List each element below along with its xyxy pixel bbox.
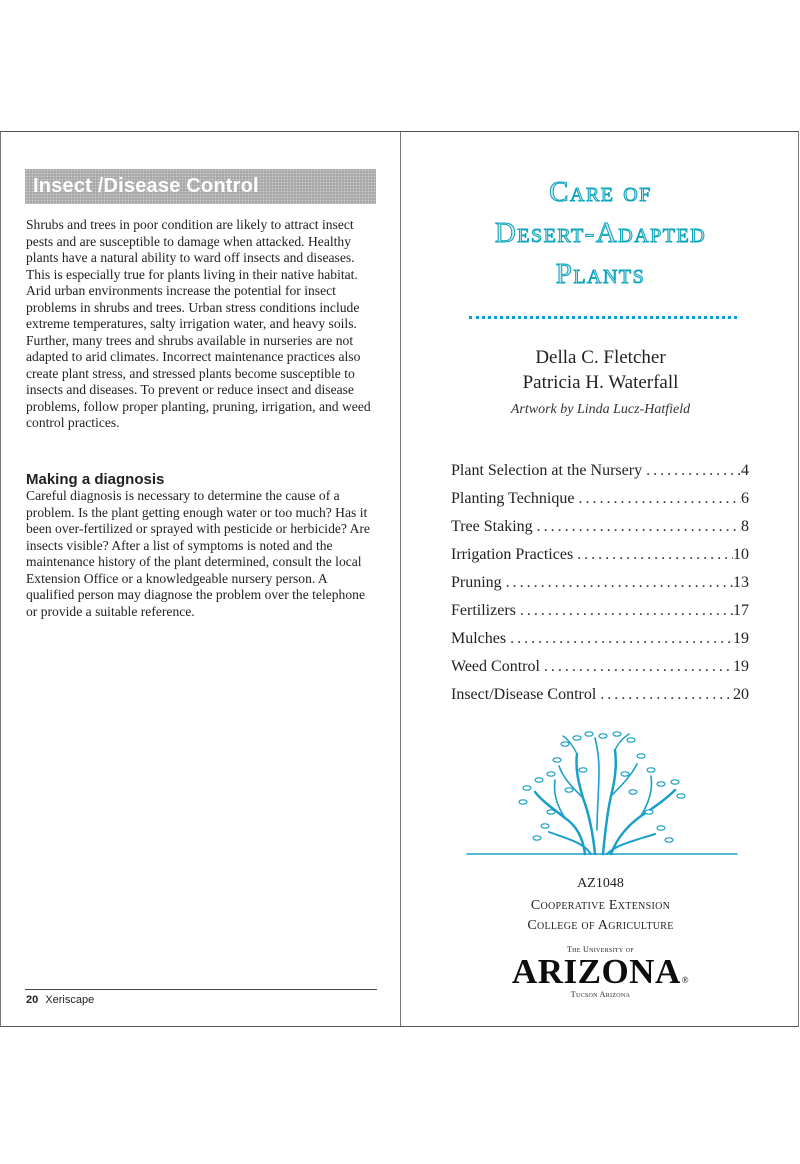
section-title: Insect /Disease Control [33, 175, 259, 197]
footer-text: Xeriscape [45, 994, 95, 1006]
right-page [401, 132, 800, 1026]
toc-page-number: 17 [733, 602, 749, 619]
author-2: Patricia H. Waterfall [522, 372, 679, 393]
toc-label: Mulches [451, 630, 507, 647]
toc-label: Plant Selection at the Nursery [451, 462, 643, 479]
title-line-3: Plants [555, 258, 646, 290]
section-header-bar [25, 169, 376, 204]
tree-illustration-icon [465, 730, 739, 860]
toc-label: Planting Technique [451, 490, 575, 507]
toc-page-number: 4 [741, 462, 749, 479]
toc-label: Insect/Disease Control [451, 686, 597, 703]
toc-page-number: 20 [733, 686, 749, 703]
toc-page-number: 8 [741, 518, 749, 535]
toc-label: Fertilizers [451, 602, 516, 619]
cover-title [401, 172, 800, 295]
toc-row [451, 490, 749, 518]
toc-row [451, 686, 749, 714]
toc-leader-dots [516, 602, 733, 620]
registered-mark: ® [681, 975, 690, 985]
toc-label: Pruning [451, 574, 502, 591]
toc-leader-dots [574, 490, 741, 508]
org-line-2: College of Agriculture [527, 918, 674, 933]
footer-page-number: 20 [26, 994, 39, 1006]
university-name: ARIZONA [511, 952, 681, 991]
toc-row [451, 630, 749, 658]
footer-rule [25, 989, 377, 990]
artwork-credit: Artwork by Linda Lucz-Hatfield [510, 402, 691, 417]
brochure-spread [0, 131, 799, 1027]
org-line-1: Cooperative Extension [530, 898, 671, 913]
university-prefix: The University of [566, 945, 635, 954]
toc-page-number: 19 [733, 658, 749, 675]
author-1: Della C. Fletcher [535, 347, 666, 368]
toc-leader-dots [533, 518, 741, 536]
diagnosis-paragraph: Careful diagnosis is necessary to determine the cause of a problem. Is the plant getting enough water or too much? Has it been over-fertilized or sprayed with pesticide or herbicide? Are insects visible? After a list of symptoms is noted and the maintenance history of the plant determined, consult the local Extension Office or a knowledgeable nursery person. A qualified person may diagnose the problem over the telephone or provide a suitable reference. [26, 488, 370, 619]
toc-label: Weed Control [451, 658, 540, 675]
toc-label: Irrigation Practices [451, 546, 574, 563]
publication-number: AZ1048 [577, 876, 624, 891]
left-page [25, 132, 377, 1026]
toc-page-number: 6 [741, 490, 749, 507]
dotted-rule [469, 316, 737, 319]
page-footer [26, 994, 94, 1006]
toc-row [451, 574, 749, 602]
toc-row [451, 658, 749, 686]
toc-page-number: 13 [733, 574, 749, 591]
toc-page-number: 19 [733, 630, 749, 647]
toc-leader-dots [502, 574, 733, 592]
toc-page-number: 10 [733, 546, 749, 563]
toc-leader-dots [540, 658, 733, 676]
university-logo [401, 952, 800, 992]
diagnosis-subheading: Making a diagnosis [26, 471, 165, 488]
table-of-contents [451, 462, 749, 714]
toc-row [451, 546, 749, 574]
toc-leader-dots [573, 546, 733, 564]
intro-paragraph: Shrubs and trees in poor condition are likely to attract insect pests and are susceptible to damage when attacked. Healthy plants have a natural ability to ward off insects and diseases. This is especially true for plants living in their native habitat. Arid urban environments increase the potential for insect problems in shrubs and trees. Urban stress conditions include extreme temperatures, salty irrigation water, and heavy soils. Further, many trees and shrubs available in nurseries are not adapted to arid climates. Incorrect maintenance practices also create plant stress, and stressed plants become susceptible to insects and diseases. To prevent or reduce insect and disease problems, follow proper planting, pruning, irrigation, and weed control practices. [26, 217, 371, 430]
toc-leader-dots [506, 630, 733, 648]
toc-row [451, 518, 749, 546]
university-location: Tucson Arizona [570, 990, 631, 999]
toc-label: Tree Staking [451, 518, 533, 535]
toc-row [451, 462, 749, 490]
toc-row [451, 602, 749, 630]
toc-leader-dots [642, 462, 741, 480]
title-line-2: Desert-Adapted [494, 217, 707, 249]
title-line-1: Care of [549, 176, 652, 208]
toc-leader-dots [596, 686, 733, 704]
